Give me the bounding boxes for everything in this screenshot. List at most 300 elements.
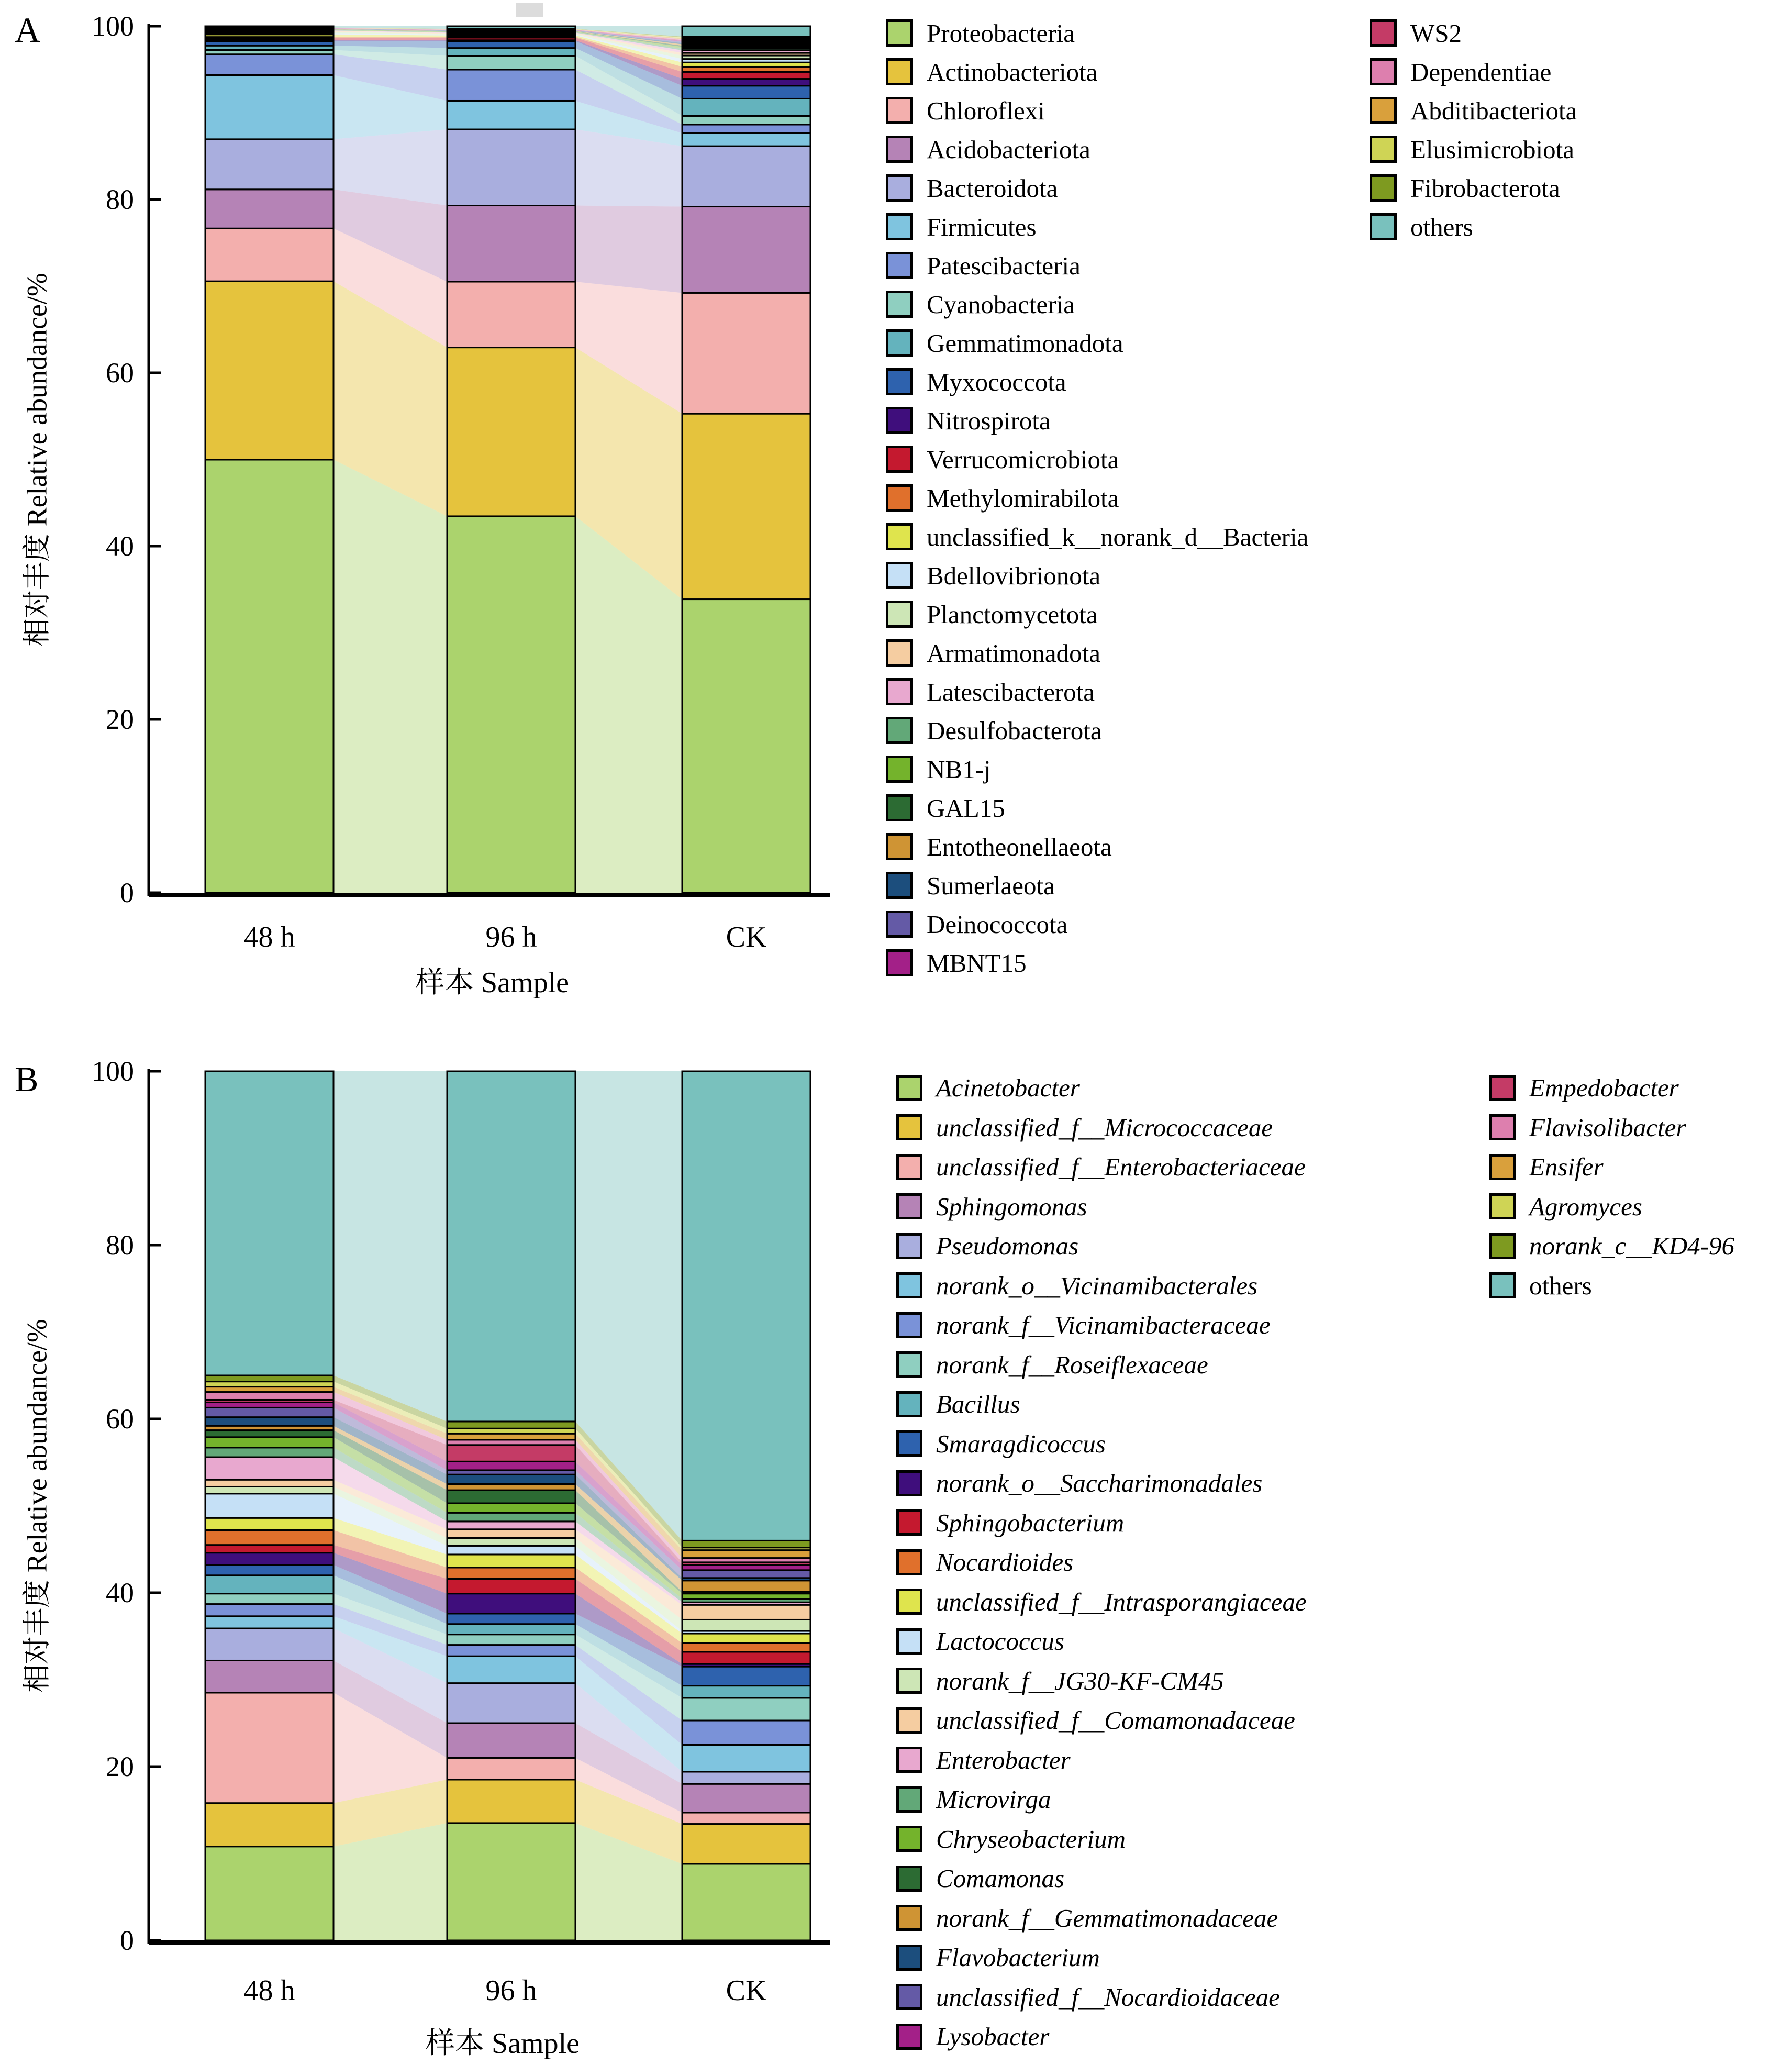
- bar-segment: [205, 1518, 333, 1530]
- panel-b-x-axis-title: 样本 Sample: [426, 2027, 580, 2060]
- bar-segment: [682, 1745, 810, 1772]
- bar-segment: [447, 1071, 575, 1422]
- bar-segment: [205, 228, 333, 281]
- legend-swatch: [1370, 174, 1397, 202]
- legend-swatch: [886, 407, 913, 434]
- bar-segment: [447, 1434, 575, 1440]
- bar-segment: [447, 70, 575, 101]
- y-tick-label: 80: [106, 1229, 134, 1261]
- legend-swatch: [886, 291, 913, 318]
- legend-label: Flavobacterium: [936, 1943, 1100, 1972]
- bar-segment: [682, 133, 810, 146]
- legend-swatch: [896, 1984, 922, 2010]
- flow-ribbon: [333, 1071, 447, 1422]
- legend-swatch: [886, 911, 913, 938]
- category-label: 48 h: [243, 921, 295, 953]
- legend-swatch: [1489, 1114, 1516, 1140]
- legend-item: [896, 1780, 1307, 1819]
- legend-swatch: [886, 639, 913, 667]
- legend-swatch: [886, 949, 913, 976]
- y-tick-label: 60: [106, 357, 134, 388]
- bar-segment: [682, 72, 810, 79]
- legend-label: Nitrospirota: [927, 406, 1051, 435]
- bar-segment: [682, 293, 810, 414]
- legend-item: [886, 479, 1308, 517]
- bar-segment: [447, 1624, 575, 1635]
- legend-item: [896, 1345, 1307, 1385]
- bar-segment: [682, 146, 810, 206]
- legend-item: [896, 2017, 1307, 2057]
- bar-segment: [682, 1698, 810, 1720]
- category-label: CK: [726, 921, 767, 953]
- bar-segment: [205, 1448, 333, 1457]
- bar-segment: [205, 139, 333, 190]
- legend-label: Bdellovibrionota: [927, 561, 1101, 590]
- bar-segment: [682, 1813, 810, 1824]
- legend-item: [896, 1899, 1307, 1938]
- bar-segment: [205, 1530, 333, 1545]
- bar-segment: [205, 1457, 333, 1480]
- legend-swatch: [896, 1312, 922, 1338]
- legend-label: Lactococcus: [936, 1627, 1064, 1656]
- legend-swatch: [1370, 19, 1397, 47]
- bar-segment: [447, 1823, 575, 1940]
- panel-a-legend-column-1: [886, 14, 1308, 982]
- legend-swatch: [896, 1747, 922, 1773]
- legend-swatch: [1370, 136, 1397, 163]
- bar-segment: [682, 125, 810, 133]
- bar-segment: [447, 101, 575, 129]
- legend-swatch: [896, 1075, 922, 1101]
- legend-item: [1489, 1266, 1734, 1306]
- legend-label: Bacteroidota: [927, 173, 1058, 203]
- bar-segment: [447, 1503, 575, 1513]
- legend-label: Ensifer: [1529, 1152, 1604, 1182]
- bar-segment: [447, 1594, 575, 1614]
- legend-label: norank_f__Roseiflexaceae: [936, 1350, 1208, 1379]
- legend-swatch: [886, 19, 913, 47]
- legend-item: [1489, 1108, 1734, 1148]
- bar-segment: [682, 1634, 810, 1643]
- legend-item: [896, 1187, 1307, 1227]
- bar-segment: [682, 1550, 810, 1558]
- legend-item: [886, 672, 1308, 711]
- legend-item: [896, 1147, 1307, 1187]
- legend-label: unclassified_f__Enterobacteriaceae: [936, 1152, 1306, 1182]
- y-tick-label: 60: [106, 1403, 134, 1435]
- legend-item: [896, 1740, 1307, 1780]
- bar-segment: [447, 1568, 575, 1579]
- legend-label: Actinobacteriota: [927, 57, 1098, 86]
- bar-segment: [447, 1656, 575, 1683]
- legend-item: [1370, 169, 1577, 207]
- legend-label: Acidobacteriota: [927, 135, 1090, 164]
- legend-label: norank_f__JG30-KF-CM45: [936, 1666, 1224, 1695]
- panel-b-legend-column-1: [896, 1068, 1307, 2057]
- legend-item: [886, 324, 1308, 362]
- bar-segment: [447, 56, 575, 70]
- legend-swatch: [886, 174, 913, 202]
- bar-segment: [447, 1780, 575, 1823]
- y-tick-label: 20: [106, 1751, 134, 1782]
- legend-swatch: [886, 562, 913, 589]
- legend-item: [896, 1661, 1307, 1701]
- legend-swatch: [896, 1905, 922, 1931]
- legend-swatch: [886, 678, 913, 705]
- legend-label: Smaragdicoccus: [936, 1429, 1106, 1458]
- bar-segment: [447, 1461, 575, 1470]
- bar-segment: [682, 1570, 810, 1578]
- legend-label: Fibrobacterota: [1410, 173, 1560, 203]
- legend-label: Chloroflexi: [927, 96, 1045, 125]
- legend-swatch: [886, 872, 913, 899]
- bar-segment: [205, 1616, 333, 1628]
- bar-segment: [447, 1490, 575, 1503]
- legend-item: [886, 440, 1308, 479]
- legend-label: Desulfobacterota: [927, 716, 1102, 745]
- panel-a-legend-column-2: [1370, 14, 1577, 246]
- bar-segment: [447, 1513, 575, 1522]
- legend-label: WS2: [1410, 18, 1462, 48]
- bar-segment: [682, 26, 810, 37]
- bar-segment: [205, 1604, 333, 1616]
- legend-swatch: [896, 1589, 922, 1615]
- bar-segment: [447, 1723, 575, 1758]
- legend-swatch: [886, 523, 913, 550]
- bar-segment: [682, 1667, 810, 1686]
- bar-segment: [682, 599, 810, 893]
- legend-item: [896, 1226, 1307, 1266]
- legend-item: [896, 1859, 1307, 1899]
- legend-label: Acinetobacter: [936, 1073, 1080, 1103]
- legend-swatch: [896, 1391, 922, 1417]
- legend-label: Myxococcota: [927, 367, 1066, 396]
- bar-segment: [447, 26, 575, 29]
- bar-segment: [447, 206, 575, 282]
- legend-swatch: [886, 252, 913, 279]
- bar-segment: [682, 1605, 810, 1619]
- legend-label: others: [1529, 1271, 1592, 1300]
- legend-item: [896, 1463, 1307, 1503]
- bar-segment: [682, 1619, 810, 1631]
- legend-label: Proteobacteria: [927, 18, 1075, 48]
- bar-segment: [682, 116, 810, 124]
- bar-segment: [205, 1594, 333, 1604]
- bar-segment: [682, 1686, 810, 1698]
- bar-segment: [205, 1407, 333, 1417]
- legend-label: norank_f__Gemmatimonadaceae: [936, 1903, 1278, 1933]
- legend-swatch: [896, 1114, 922, 1140]
- legend-label: Agromyces: [1529, 1192, 1642, 1221]
- legend-label: MBNT15: [927, 948, 1027, 978]
- y-tick-label: 100: [92, 1056, 134, 1087]
- legend-label: norank_o__Saccharimonadales: [936, 1469, 1263, 1498]
- legend-label: Enterobacter: [936, 1745, 1071, 1774]
- legend-item: [896, 1701, 1307, 1740]
- legend-item: [1489, 1226, 1734, 1266]
- legend-label: Verrucomicrobiota: [927, 445, 1119, 474]
- legend-label: Methylomirabilota: [927, 483, 1119, 513]
- legend-item: [1370, 130, 1577, 169]
- legend-item: [896, 1978, 1307, 2017]
- legend-swatch: [1489, 1272, 1516, 1298]
- legend-swatch: [886, 97, 913, 124]
- legend-item: [886, 750, 1308, 789]
- bar-segment: [447, 1546, 575, 1555]
- legend-item: [886, 91, 1308, 130]
- screenshot-artifact: [516, 3, 543, 17]
- legend-item: [896, 1424, 1307, 1464]
- y-tick-label: 20: [106, 704, 134, 735]
- legend-swatch: [896, 1668, 922, 1694]
- legend-label: Armatimonadota: [927, 638, 1101, 668]
- bar-segment: [447, 48, 575, 56]
- category-label: 96 h: [485, 1974, 537, 2007]
- legend-label: Elusimicrobiota: [1410, 135, 1574, 164]
- legend-swatch: [886, 446, 913, 473]
- bar-segment: [447, 1683, 575, 1723]
- panel-b-y-axis-title: 相对丰度 Relative abundance/%: [21, 1319, 53, 1693]
- legend-swatch: [1370, 97, 1397, 124]
- legend-item: [1370, 14, 1577, 52]
- legend-label: Nocardioides: [936, 1548, 1074, 1577]
- legend-label: norank_o__Vicinamibacterales: [936, 1271, 1258, 1300]
- bar-segment: [205, 190, 333, 228]
- legend-label: norank_f__Vicinamibacteraceae: [936, 1311, 1271, 1340]
- category-label: CK: [726, 1974, 767, 2007]
- bar-segment: [682, 1652, 810, 1664]
- bar-segment: [447, 516, 575, 893]
- bar-segment: [682, 98, 810, 116]
- legend-swatch: [896, 1826, 922, 1852]
- bar-segment: [205, 1375, 333, 1382]
- bar-segment: [205, 1430, 333, 1437]
- bar-segment: [682, 1864, 810, 1940]
- bar-segment: [205, 1545, 333, 1553]
- legend-swatch: [886, 484, 913, 512]
- bar-segment: [447, 1579, 575, 1593]
- stacked-bar-plot-genus: [0, 1042, 890, 2058]
- bar-segment: [447, 1474, 575, 1484]
- legend-item: [886, 169, 1308, 207]
- bar-segment: [682, 1071, 810, 1540]
- bar-segment: [682, 1772, 810, 1784]
- bar-segment: [205, 1071, 333, 1375]
- legend-swatch: [886, 213, 913, 240]
- bar-segment: [205, 1486, 333, 1493]
- legend-label: unclassified_f__Nocardioidaceae: [936, 1982, 1280, 2012]
- legend-swatch: [886, 329, 913, 357]
- bar-segment: [205, 460, 333, 893]
- bar-segment: [447, 1645, 575, 1657]
- legend-item: [1370, 91, 1577, 130]
- legend-swatch: [886, 756, 913, 783]
- legend-item: [896, 1819, 1307, 1859]
- panel-a-x-axis-title: 样本 Sample: [415, 967, 569, 999]
- legend-item: [1370, 207, 1577, 246]
- stacked-bar-plot-phylum: [0, 0, 890, 1005]
- bar-segment: [682, 1784, 810, 1813]
- bar-segment: [205, 1660, 333, 1692]
- bar-segment: [205, 1494, 333, 1518]
- legend-swatch: [1489, 1075, 1516, 1101]
- legend-label: others: [1410, 212, 1473, 241]
- y-tick-label: 0: [120, 877, 134, 908]
- legend-label: Firmicutes: [927, 212, 1037, 241]
- legend-swatch: [886, 58, 913, 85]
- legend-label: Pseudomonas: [936, 1231, 1079, 1261]
- bar-segment: [447, 1484, 575, 1491]
- legend-item: [896, 1542, 1307, 1582]
- legend-swatch: [896, 1509, 922, 1536]
- bar-segment: [205, 1847, 333, 1940]
- legend-swatch: [896, 1945, 922, 1971]
- bar-segment: [447, 1538, 575, 1546]
- panel-b-letter: B: [15, 1059, 39, 1099]
- legend-item: [1370, 52, 1577, 91]
- legend-item: [896, 1582, 1307, 1622]
- bar-segment: [447, 41, 575, 48]
- legend-label: unclassified_f__Intrasporangiaceae: [936, 1587, 1307, 1616]
- legend-item: [896, 1503, 1307, 1543]
- legend-swatch: [896, 1707, 922, 1734]
- legend-label: Gemmatimonadota: [927, 328, 1123, 358]
- legend-item: [1489, 1147, 1734, 1187]
- legend-label: Bacillus: [936, 1390, 1020, 1419]
- flow-ribbon: [333, 460, 447, 893]
- legend-label: Dependentiae: [1410, 57, 1552, 86]
- legend-item: [886, 827, 1308, 866]
- legend-item: [886, 634, 1308, 672]
- legend-swatch: [886, 833, 913, 860]
- legend-item: [896, 1108, 1307, 1148]
- bar-segment: [447, 1422, 575, 1428]
- legend-item: [896, 1305, 1307, 1345]
- legend-item: [896, 1068, 1307, 1108]
- y-tick-label: 80: [106, 184, 134, 215]
- legend-label: unclassified_f__Micrococcaceae: [936, 1113, 1273, 1142]
- legend-item: [886, 905, 1308, 943]
- legend-item: [886, 130, 1308, 169]
- bar-segment: [447, 1445, 575, 1462]
- legend-swatch: [886, 717, 913, 744]
- bar-segment: [447, 282, 575, 348]
- legend-item: [886, 866, 1308, 905]
- bar-segment: [447, 1614, 575, 1624]
- legend-item: [886, 789, 1308, 827]
- legend-label: Deinococcota: [927, 909, 1068, 939]
- bar-segment: [447, 1758, 575, 1780]
- legend-label: Empedobacter: [1529, 1073, 1679, 1103]
- legend-swatch: [896, 1233, 922, 1259]
- bar-segment: [682, 207, 810, 293]
- legend-swatch: [896, 1866, 922, 1892]
- bar-segment: [682, 1581, 810, 1592]
- legend-item: [886, 556, 1308, 595]
- legend-label: norank_c__KD4-96: [1529, 1231, 1734, 1261]
- category-label: 96 h: [485, 921, 537, 953]
- legend-label: NB1-j: [927, 754, 991, 784]
- legend-item: [886, 711, 1308, 750]
- bar-segment: [682, 1643, 810, 1652]
- bar-segment: [205, 281, 333, 460]
- bar-segment: [205, 75, 333, 139]
- bar-segment: [682, 1824, 810, 1864]
- legend-label: Flavisolibacter: [1529, 1113, 1686, 1142]
- bar-segment: [205, 1437, 333, 1448]
- legend-swatch: [1489, 1154, 1516, 1180]
- panel-b-legend-column-2: [1489, 1068, 1734, 1305]
- legend-swatch: [896, 1351, 922, 1378]
- legend-swatch: [886, 794, 913, 821]
- legend-label: Sphingomonas: [936, 1192, 1087, 1221]
- legend-item: [896, 1938, 1307, 1978]
- legend-label: unclassified_f__Comamonadaceae: [936, 1706, 1295, 1735]
- legend-swatch: [1370, 58, 1397, 85]
- legend-item: [886, 52, 1308, 91]
- bar-segment: [682, 1720, 810, 1745]
- legend-swatch: [1370, 213, 1397, 240]
- legend-item: [886, 14, 1308, 52]
- bar-segment: [682, 1540, 810, 1547]
- legend-swatch: [896, 2024, 922, 2050]
- bar-segment: [205, 1693, 333, 1803]
- legend-swatch: [896, 1154, 922, 1180]
- legend-item: [896, 1384, 1307, 1424]
- bar-segment: [205, 26, 333, 28]
- legend-label: Sphingobacterium: [936, 1508, 1125, 1537]
- legend-swatch: [896, 1272, 922, 1298]
- legend-swatch: [886, 368, 913, 395]
- legend-label: Planctomycetota: [927, 599, 1098, 629]
- legend-item: [886, 401, 1308, 440]
- bar-segment: [447, 1635, 575, 1645]
- legend-swatch: [896, 1549, 922, 1575]
- legend-label: Chryseobacterium: [936, 1824, 1126, 1853]
- y-tick-label: 40: [106, 530, 134, 562]
- legend-label: GAL15: [927, 793, 1005, 823]
- flow-ribbon: [575, 206, 682, 293]
- bar-segment: [205, 54, 333, 75]
- bar-segment: [682, 86, 810, 99]
- legend-swatch: [896, 1786, 922, 1813]
- legend-item: [886, 207, 1308, 246]
- legend-swatch: [886, 601, 913, 628]
- legend-item: [1489, 1187, 1734, 1227]
- legend-swatch: [1489, 1193, 1516, 1219]
- legend-item: [886, 517, 1308, 556]
- legend-item: [886, 362, 1308, 401]
- legend-swatch: [896, 1470, 922, 1496]
- legend-swatch: [1489, 1233, 1516, 1259]
- legend-item: [1489, 1068, 1734, 1108]
- legend-label: Abditibacteriota: [1410, 96, 1577, 125]
- legend-item: [896, 1622, 1307, 1661]
- bar-segment: [205, 1417, 333, 1426]
- bar-segment: [447, 1522, 575, 1529]
- legend-label: Cyanobacteria: [927, 290, 1075, 319]
- legend-label: Lysobacter: [936, 2022, 1050, 2051]
- bar-segment: [682, 79, 810, 86]
- legend-item: [896, 1266, 1307, 1306]
- legend-item: [886, 246, 1308, 285]
- y-tick-label: 0: [120, 1925, 134, 1956]
- legend-label: Sumerlaeota: [927, 871, 1055, 900]
- legend-swatch: [896, 1193, 922, 1219]
- bar-segment: [205, 1628, 333, 1660]
- legend-label: Patescibacteria: [927, 251, 1081, 280]
- category-label: 48 h: [243, 1974, 295, 2007]
